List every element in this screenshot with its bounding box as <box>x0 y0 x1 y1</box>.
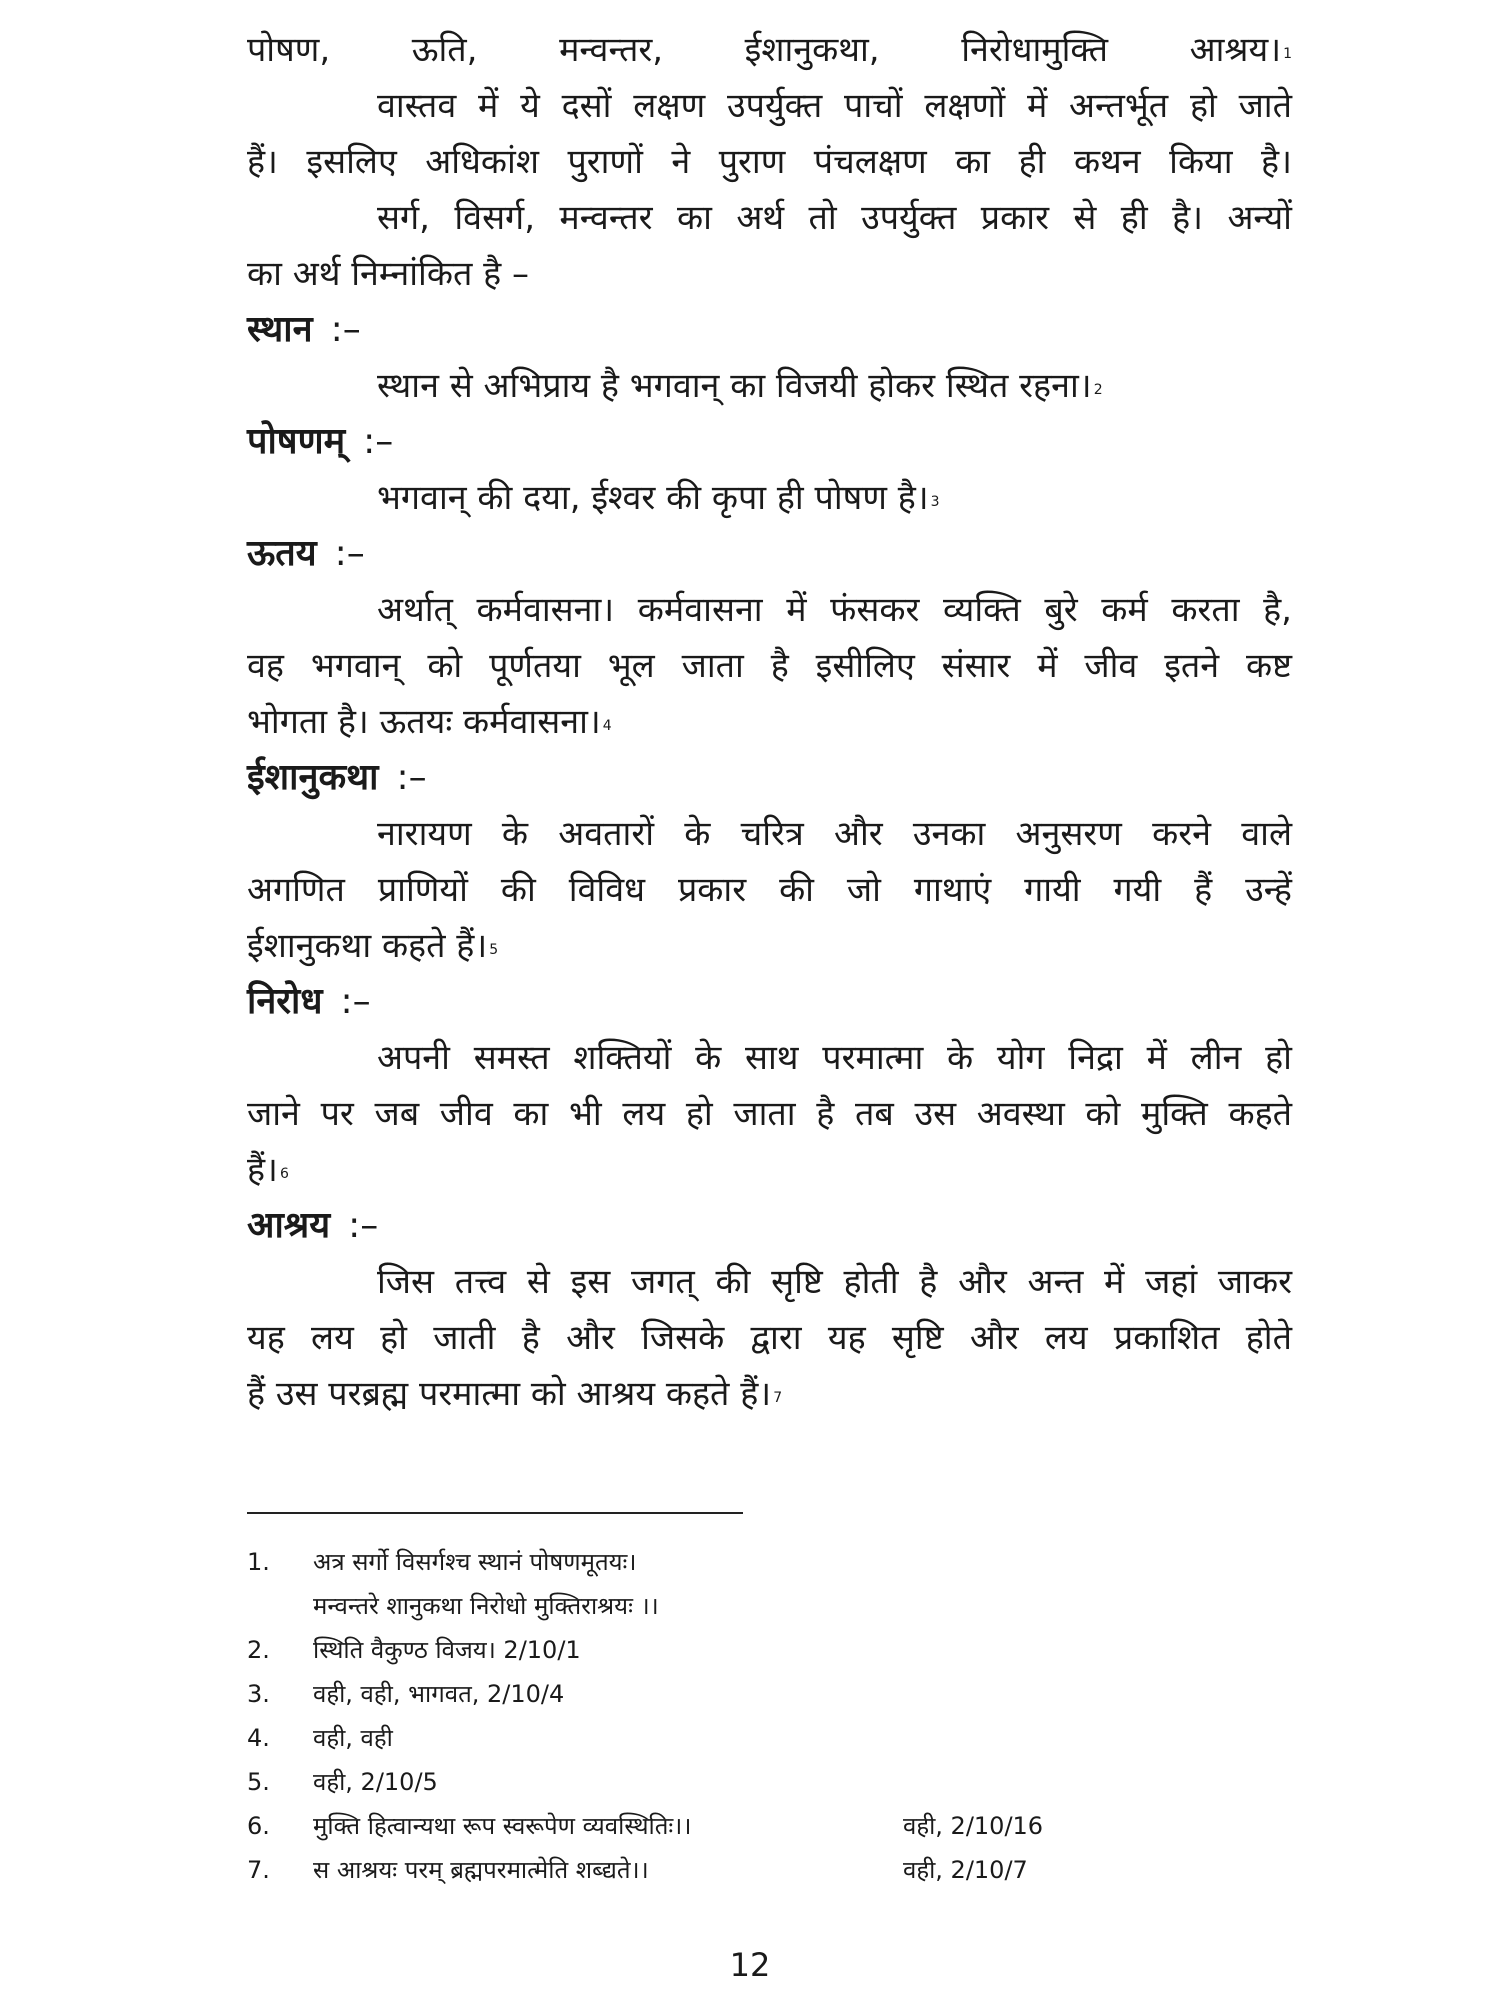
footnote-reference <box>903 1628 1203 1672</box>
footnote-text: वही, 2/10/5 <box>313 1768 438 1796</box>
footnote-marker: 1 <box>1283 46 1292 62</box>
footnote-reference <box>903 1540 1203 1584</box>
body-line: अगणित प्राणियों की विविध प्रकार की जो गाथाएं गायी गयी हैं उन्हें <box>247 870 1292 910</box>
footnote-item <box>247 1716 1292 1760</box>
body-line: हैं उस परब्रह्म परमात्मा को आश्रय कहते हैं। $^7$ <box>247 1374 783 1414</box>
footnote-divider <box>247 1512 743 1514</box>
body-line: सर्ग, विसर्ग, मन्वन्तर का अर्थ तो उपर्युक्त प्रकार से ही है। अन्यों <box>377 198 1292 238</box>
footnote-reference: वही, 2/10/16 <box>903 1812 1044 1840</box>
footnote-number: 5. <box>247 1768 270 1796</box>
footnote-text: स आश्रयः परम् ब्रह्मपरमात्मेति शब्द्यते।। <box>313 1856 649 1884</box>
footnote-text: स्थिति वैकुण्ठ विजय। 2/10/1 <box>313 1636 581 1664</box>
footnote-marker: 2 <box>1093 382 1103 398</box>
footnote-number: 2. <box>247 1636 270 1664</box>
body-line: वह भगवान् को पूर्णतया भूल जाता है इसीलिए संसार में जीव इतने कष्ट <box>247 646 1292 686</box>
footnote-marker: 3 <box>930 494 940 510</box>
footnote-marker: 4 <box>602 718 612 734</box>
section-heading: ईशानुकथा :– <box>247 757 427 798</box>
footnote-reference <box>903 1716 1203 1760</box>
body-line: जिस तत्त्व से इस जगत् की सृष्टि होती है और अन्त में जहां जाकर <box>377 1262 1292 1302</box>
body-line: नारायण के अवतारों के चरित्र और उनका अनुसरण करने वाले <box>377 814 1292 854</box>
footnote-number: 1. <box>247 1548 270 1576</box>
footnote-reference <box>903 1760 1203 1804</box>
footnote-text: मुक्ति हित्वान्यथा रूप स्वरूपेण व्यवस्थितिः।। <box>313 1812 692 1840</box>
footnote-reference <box>903 1672 1203 1716</box>
section-heading: निरोध :– <box>247 981 371 1022</box>
section-heading: आश्रय :– <box>247 1205 379 1246</box>
section-heading: पोषणम् :– <box>247 421 394 462</box>
body-line: अपनी समस्त शक्तियों के साथ परमात्मा के योग निद्रा में लीन हो <box>377 1038 1292 1078</box>
footnote-reference <box>903 1584 1203 1628</box>
body-line: हैं। $^6$ <box>247 1150 289 1190</box>
body-line: स्थान से अभिप्राय है भगवान् का विजयी होकर स्थित रहना। $^2$ <box>377 366 1103 406</box>
footnote-marker: 5 <box>489 942 499 958</box>
footnote-text: मन्वन्तरे शानुकथा निरोधो मुक्तिराश्रयः ।। <box>313 1592 659 1620</box>
footnote-reference: वही, 2/10/7 <box>903 1856 1028 1884</box>
footnote-text: वही, वही <box>313 1724 393 1752</box>
footnote-item <box>247 1760 1292 1804</box>
body-line: भोगता है। ऊतयः कर्मवासना। $^4$ <box>247 702 612 742</box>
footnote-number: 4. <box>247 1724 270 1752</box>
footnote-text: वही, वही, भागवत, 2/10/4 <box>313 1680 565 1708</box>
main-text <box>247 22 1292 1422</box>
footnote-item <box>247 1584 1292 1628</box>
body-line: का अर्थ निम्नांकित है – <box>247 254 530 294</box>
section-heading: स्थान :– <box>247 309 361 350</box>
footnote-item <box>247 1804 1292 1848</box>
footnote-text: अत्र सर्गो विसर्गश्च स्थानं पोषणमूतयः। <box>313 1548 637 1576</box>
body-line: वास्तव में ये दसों लक्षण उपर्युक्त पाचों लक्षणों में अन्तर्भूत हो जाते <box>377 86 1292 126</box>
body-line: पोषण, ऊति, मन्वन्तर, ईशानुकथा, निरोधामुक्ति आश्रय। $^1$ <box>247 30 1292 70</box>
footnote-number: 7. <box>247 1856 270 1884</box>
page-number: 12 <box>729 1946 771 1984</box>
footnote-number: 6. <box>247 1812 270 1840</box>
body-line: यह लय हो जाती है और जिसके द्वारा यह सृष्टि और लय प्रकाशित होते <box>247 1318 1292 1358</box>
body-line: ईशानुकथा कहते हैं। $^5$ <box>247 926 499 966</box>
footnotes <box>247 1540 1292 1892</box>
footnote-number: 3. <box>247 1680 270 1708</box>
footnote-item <box>247 1540 1292 1584</box>
footnote-marker: 7 <box>773 1390 783 1406</box>
footnote-marker: 6 <box>279 1166 289 1182</box>
body-line: जाने पर जब जीव का भी लय हो जाता है तब उस अवस्था को मुक्ति कहते <box>247 1094 1292 1134</box>
footnote-item <box>247 1628 1292 1672</box>
body-line: अर्थात् कर्मवासना। कर्मवासना में फंसकर व्यक्ति बुरे कर्म करता है, <box>377 590 1292 630</box>
section-heading: ऊतय :– <box>247 533 365 574</box>
footnote-item <box>247 1672 1292 1716</box>
body-line: हैं। इसलिए अधिकांश पुराणों ने पुराण पंचलक्षण का ही कथन किया है। <box>247 142 1292 182</box>
body-line: भगवान् की दया, ईश्वर की कृपा ही पोषण है। $^3$ <box>377 478 940 518</box>
footnote-item <box>247 1848 1292 1892</box>
